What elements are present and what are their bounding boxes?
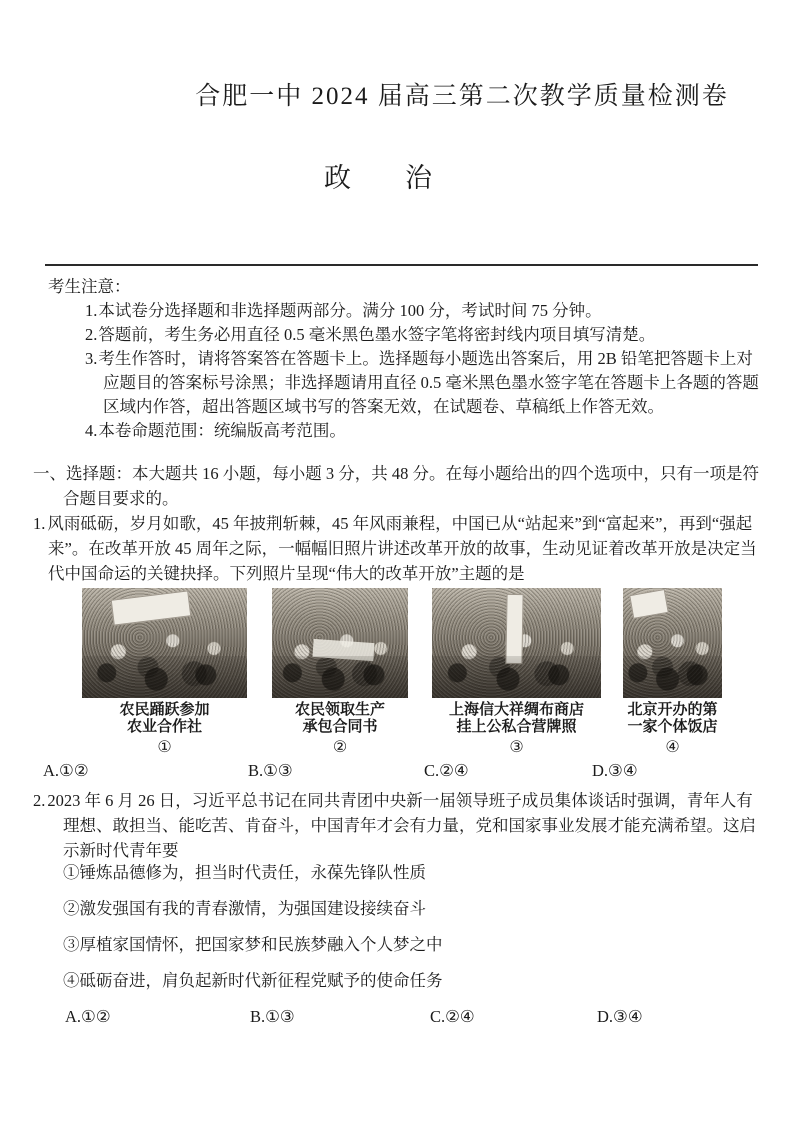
notice-item-number: 2.	[85, 325, 98, 344]
photo-1-image	[82, 588, 247, 698]
candidate-notice	[33, 275, 763, 443]
question-1-photo-row	[33, 588, 763, 757]
photo-4-caption-line2: 一家个体饭店	[627, 719, 718, 735]
question-1-number: 1.	[33, 514, 46, 533]
notice-heading: 考生注意：	[48, 277, 131, 296]
statement-1: ①锤炼品德修为，担当时代责任，永葆先锋队性质	[63, 863, 426, 882]
notice-items	[33, 299, 763, 443]
photo-4-caption-line1: 北京开办的第	[627, 702, 718, 718]
photo-4-number: ④	[665, 739, 680, 756]
notice-item-text: 本卷命题范围：统编版高考范围。	[98, 421, 346, 440]
question-2-option-d: D.③④	[597, 1007, 643, 1026]
photo-3-number: ③	[509, 739, 524, 756]
photo-1-caption	[82, 702, 247, 736]
photo-3-caption-line2: 挂上公私合营牌照	[456, 719, 577, 735]
question-2-number: 2.	[33, 791, 46, 810]
notice-item	[85, 299, 763, 323]
photo-figure-3	[432, 588, 601, 757]
photo-3-caption-line1: 上海信大祥绸布商店	[448, 702, 584, 718]
photo-1-number: ①	[157, 739, 172, 756]
question-1-option-a: A.①②	[43, 761, 89, 780]
question-2-option-b: B.①③	[250, 1007, 295, 1026]
question-1-text	[33, 511, 763, 586]
question-1-option-b: B.①③	[248, 761, 293, 780]
photo-2-caption-line2: 承包合同书	[302, 719, 378, 735]
photo-3-caption	[432, 702, 601, 736]
notice-item	[85, 347, 763, 419]
question-2-option-c: C.②④	[430, 1007, 475, 1026]
notice-item-text: 本试卷分选择题和非选择题两部分。满分 100 分，考试时间 75 分钟。	[98, 301, 602, 320]
statement-4: ④砥砺奋进，肩负起新时代新征程党赋予的使命任务	[63, 971, 443, 990]
notice-item-number: 3.	[85, 349, 98, 368]
notice-item	[85, 323, 763, 347]
question-2-statements	[33, 863, 763, 991]
header-divider	[45, 264, 758, 266]
exam-subject: 政 治	[324, 163, 432, 193]
photo-4-caption	[623, 702, 722, 736]
notice-item-number: 4.	[85, 421, 98, 440]
statement-3: ③厚植家国情怀，把国家梦和民族梦融入个人梦之中	[63, 935, 443, 954]
photo-3-image	[432, 588, 601, 698]
question-1-option-c: C.②④	[424, 761, 469, 780]
question-1-options	[33, 761, 763, 781]
photo-2-caption-line1: 农民领取生产	[294, 702, 385, 718]
question-2-option-a: A.①②	[65, 1007, 111, 1026]
question-1-stem: 风雨砥砺，岁月如歌，45 年披荆斩棘，45 年风雨兼程，中国已从“站起来”到“富起来”，再到“强起来”。在改革开放 45 周年之际，一幅幅旧照片讲述改革开放的故事，生动见证着改革开放是决定当代中国命运的关键抉择。下列照片呈现“伟大的改革开放”主题的是	[47, 514, 757, 583]
statement-2: ②激发强国有我的青春激情，为强国建设接续奋斗	[63, 899, 426, 918]
section-heading-multiple-choice: 一、选择题：本大题共 16 小题，每小题 3 分，共 48 分。在每小题给出的四个选项中，只有一项是符合题目要求的。	[33, 464, 759, 508]
question-2-options	[33, 1007, 763, 1027]
photo-figure-2	[272, 588, 408, 757]
photo-figure-1	[82, 588, 247, 757]
notice-item-text: 答题前，考生务必用直径 0.5 毫米黑色墨水签字笔将密封线内项目填写清楚。	[98, 325, 656, 344]
notice-item-text: 考生作答时，请将答案答在答题卡上。选择题每小题选出答案后，用 2B 铅笔把答题卡上对应题目的答案标号涂黑；非选择题请用直径 0.5 毫米黑色墨水签字笔在答题卡上各题的答题区域内作答，超出答题区域书写的答案无效，在试题卷、草稿纸上作答无效。	[98, 349, 759, 416]
photo-figure-4	[623, 588, 722, 757]
notice-item-number: 1.	[85, 301, 98, 320]
question-1-option-d: D.③④	[592, 761, 638, 780]
question-2-text	[33, 788, 763, 863]
photo-2-number: ②	[332, 739, 348, 756]
photo-4-image	[623, 588, 722, 698]
notice-item	[85, 419, 763, 443]
photo-2-caption	[272, 702, 408, 736]
photo-1-caption-line2: 农业合作社	[126, 719, 202, 735]
photo-2-image	[272, 588, 408, 698]
photo-1-caption-line1: 农民踊跃参加	[119, 702, 210, 718]
exam-title: 合肥一中 2024 届高三第二次教学质量检测卷	[195, 83, 729, 110]
question-2-stem: 2023 年 6 月 26 日，习近平总书记在同共青团中央新一届领导班子成员集体谈话时强调，青年人有理想、敢担当、能吃苦、肯奋斗，中国青年才会有力量，党和国家事业发展才能充满希望。这启示新时代青年要	[47, 791, 756, 860]
